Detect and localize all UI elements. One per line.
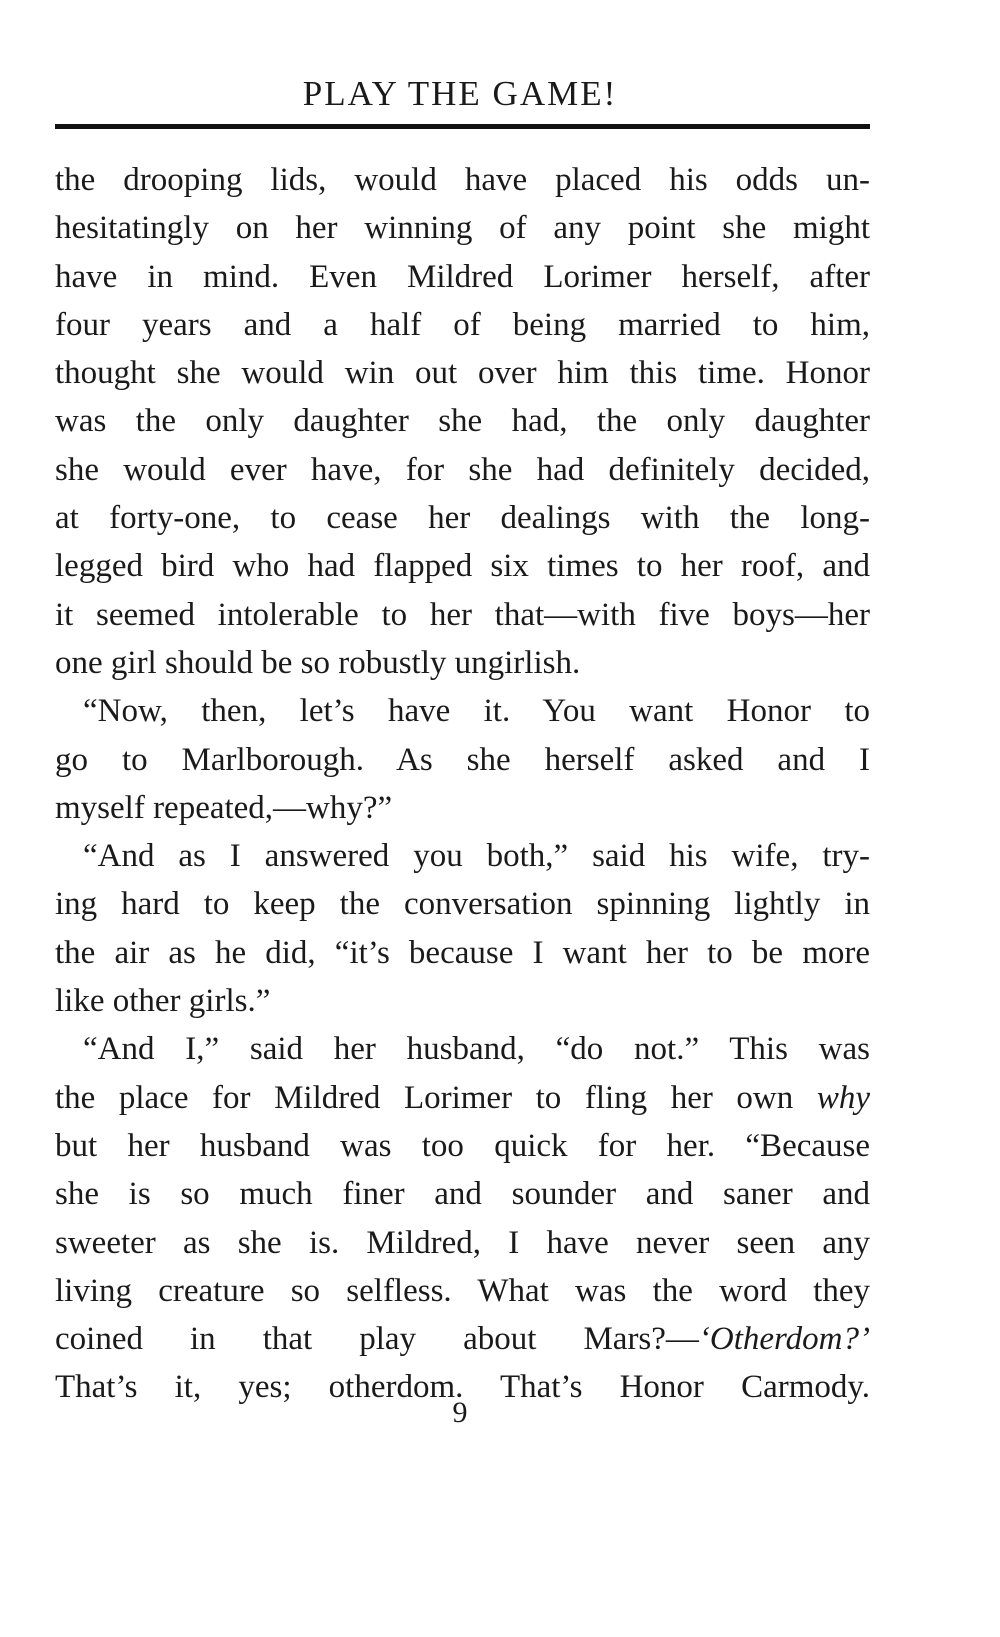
text-line: That’s it, yes; otherdom. That’s Honor Carmody. (55, 1369, 870, 1406)
text-line: the air as he did, “it’s because I want her to be more (55, 934, 870, 971)
body-text (55, 156, 870, 1412)
text-line: sweeter as she is. Mildred, I have never seen any (55, 1224, 870, 1261)
text-line: go to Marlborough. As she herself asked and I (55, 741, 870, 778)
text-line: four years and a half of being married to him, (55, 306, 870, 343)
text-line: was the only daughter she had, the only daughter (55, 403, 870, 440)
text-line: the drooping lids, would have placed his odds un- (55, 162, 870, 198)
text-line: “Now, then, let’s have it. You want Honor to (83, 693, 870, 730)
text-line: it seemed intolerable to her that—with five boys—her (55, 596, 870, 633)
text-line: but her husband was too quick for her. “Because (55, 1127, 870, 1164)
text-line: “And I,” said her husband, “do not.” This was (83, 1031, 870, 1068)
page-number: 9 (452, 1396, 468, 1429)
text-line: legged bird who had flapped six times to her roof, and (55, 548, 870, 585)
text-line: thought she would win out over him this time. Honor (55, 355, 870, 392)
text-line: hesitatingly on her winning of any point she might (55, 210, 870, 247)
text-line: living creature so selfless. What was the word they (55, 1272, 870, 1309)
text-line: she is so much finer and sounder and saner and (55, 1176, 870, 1213)
text-line: one girl should be so robustly ungirlish. (55, 644, 581, 681)
text-line: the place for Mildred Lorimer to fling her own why (55, 1079, 870, 1116)
text-line: have in mind. Even Mildred Lorimer herself, after (55, 258, 870, 295)
text-line: coined in that play about Mars?—‘Otherdom?’ (55, 1321, 870, 1358)
text-line: like other girls.” (55, 983, 271, 1020)
text-line: ing hard to keep the conversation spinning lightly in (55, 886, 870, 923)
text-line: myself repeated,—why?” (55, 789, 393, 826)
text-line: she would ever have, for she had definitely decided, (55, 451, 870, 488)
running-head: PLAY THE GAME! (302, 74, 618, 113)
text-line: “And as I answered you both,” said his wife, try- (83, 838, 870, 875)
text-line: at forty-one, to cease her dealings with the long- (55, 500, 870, 537)
header-rule (55, 124, 870, 129)
